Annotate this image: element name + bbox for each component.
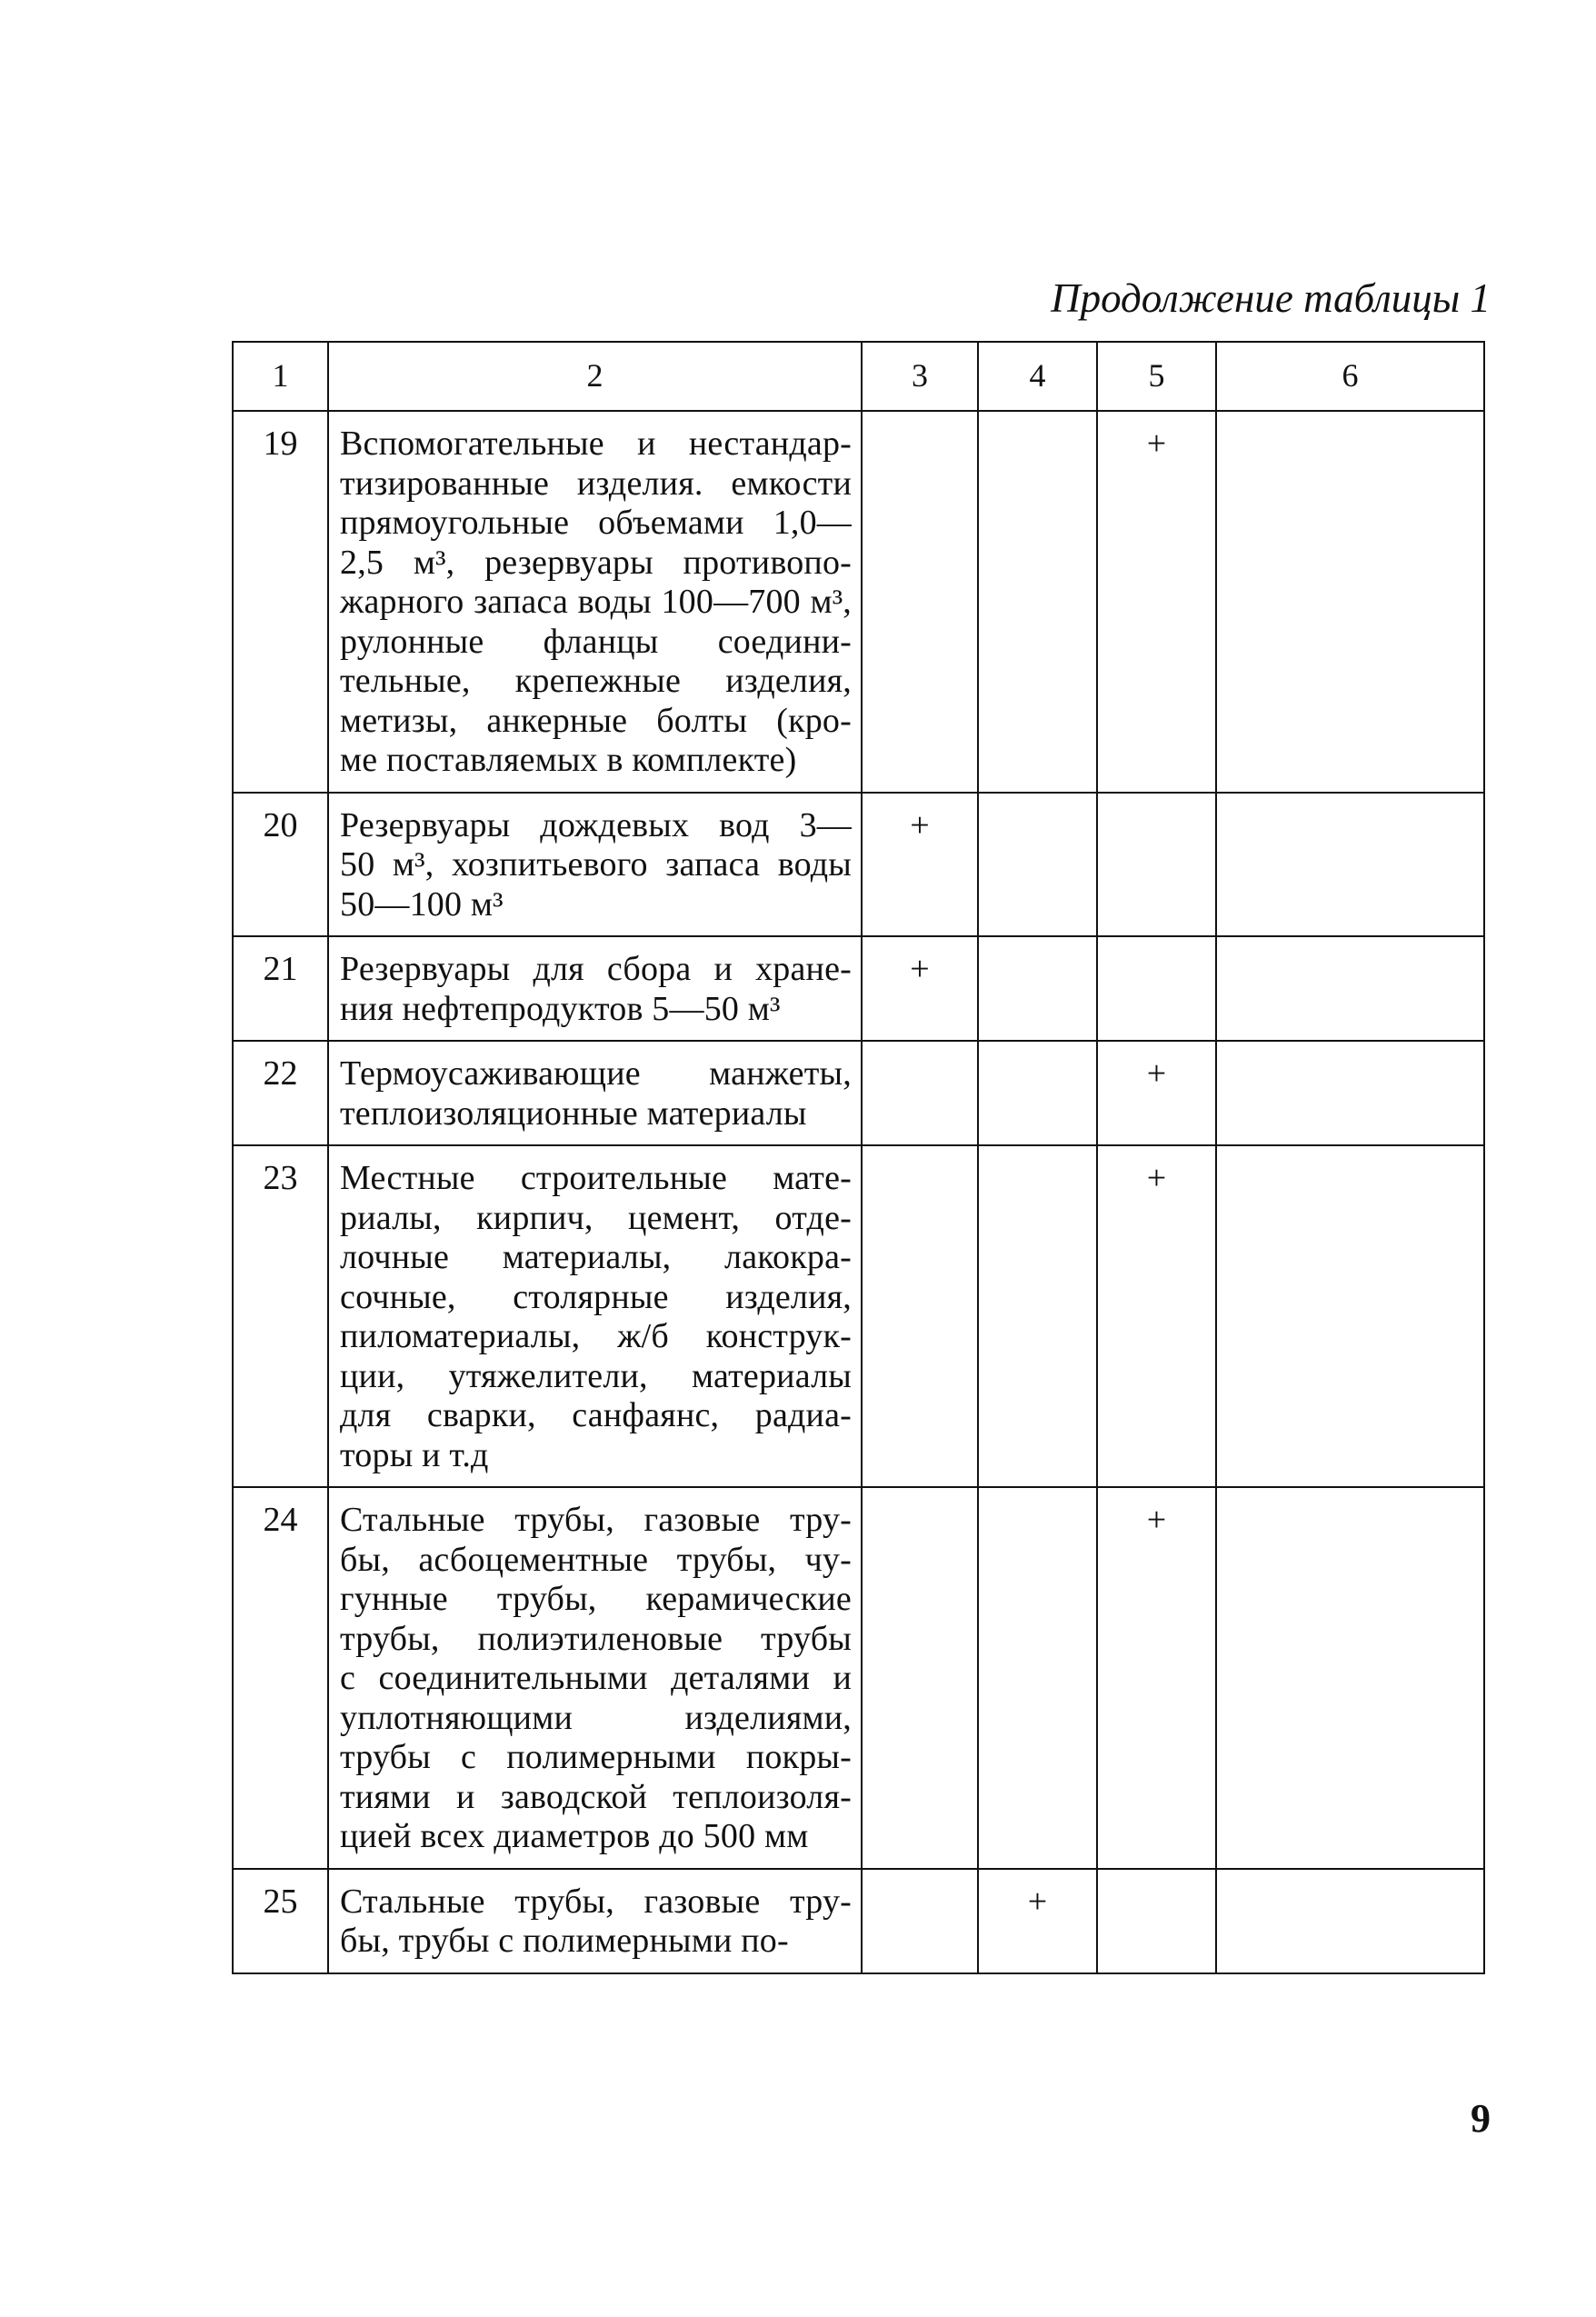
mark-cell-4 (978, 1145, 1097, 1487)
table-row (233, 411, 1484, 793)
mark-cell-5: + (1097, 411, 1216, 793)
mark-cell-3: + (862, 936, 978, 1041)
mark-cell-4 (978, 936, 1097, 1041)
table-row (233, 793, 1484, 937)
description-line: рулонные фланцы соедини- (340, 622, 852, 661)
mark-cell-3: + (862, 793, 978, 937)
mark-cell-5 (1097, 936, 1216, 1041)
mark-cell-6 (1216, 1041, 1484, 1145)
mark-cell-6 (1216, 411, 1484, 793)
header-cell-5: 5 (1097, 342, 1216, 411)
description-line: лочные материалы, лакокра- (340, 1238, 852, 1276)
description-line: тельные, крепежные изделия, (340, 662, 852, 700)
description-line: Термоусаживающие манжеты, (340, 1054, 852, 1093)
mark-cell-3 (862, 1487, 978, 1869)
mark-cell-5 (1097, 793, 1216, 937)
description-line: трубы, полиэтиленовые трубы (340, 1619, 852, 1658)
mark-cell-5: + (1097, 1041, 1216, 1145)
row-description (328, 936, 862, 1041)
row-description (328, 411, 862, 793)
description-line: Стальные трубы, газовые тру- (340, 1882, 852, 1921)
mark-cell-3 (862, 411, 978, 793)
description-line: бы, асбоцементные трубы, чу- (340, 1540, 852, 1579)
description-line: теплоизоляционные материалы (340, 1094, 807, 1133)
row-number: 19 (233, 411, 328, 793)
table-row (233, 1145, 1484, 1487)
table-row (233, 1487, 1484, 1869)
description-line: жарного запаса воды 100—700 м³, (340, 583, 852, 621)
mark-cell-3 (862, 1041, 978, 1145)
table-row (233, 936, 1484, 1041)
description-line: тиями и заводской теплоизоля- (340, 1777, 852, 1816)
row-number: 21 (233, 936, 328, 1041)
description-line: 50—100 м³ (340, 884, 504, 924)
row-description (328, 1487, 862, 1869)
description-line: цией всех диаметров до 500 мм (340, 1817, 809, 1855)
table-row (233, 1869, 1484, 1973)
mark-cell-3 (862, 1869, 978, 1973)
description-line: Резервуары дождевых вод 3— (340, 805, 852, 844)
materials-table (232, 341, 1485, 1974)
header-cell-1: 1 (233, 342, 328, 411)
description-line: гунные трубы, керамические (340, 1580, 852, 1618)
description-line: торы и т.д (340, 1435, 489, 1474)
description-line: риалы, кирпич, цемент, отде- (340, 1198, 852, 1237)
row-number: 25 (233, 1869, 328, 1973)
description-line: трубы с полимерными покры- (340, 1738, 852, 1776)
row-description (328, 1041, 862, 1145)
description-line: ме поставляемых в комплекте) (340, 741, 797, 779)
mark-cell-4 (978, 1487, 1097, 1869)
header-cell-6: 6 (1216, 342, 1484, 411)
row-description (328, 1145, 862, 1487)
description-line: метизы, анкерные болты (кро- (340, 701, 852, 740)
row-number: 23 (233, 1145, 328, 1487)
table-body (233, 342, 1484, 1973)
row-number: 22 (233, 1041, 328, 1145)
mark-cell-5 (1097, 1869, 1216, 1973)
description-line: Резервуары для сбора и хране- (340, 950, 852, 988)
row-number: 20 (233, 793, 328, 937)
mark-cell-6 (1216, 1145, 1484, 1487)
header-row (233, 342, 1484, 411)
mark-cell-6 (1216, 1869, 1484, 1973)
header-cell-2: 2 (328, 342, 862, 411)
mark-cell-4 (978, 1041, 1097, 1145)
description-line: ния нефтепродуктов 5—50 м³ (340, 989, 781, 1028)
description-line: Вспомогательные и нестандар- (340, 424, 852, 463)
description-line: пиломатериалы, ж/б конструк- (340, 1317, 852, 1355)
description-line: ции, утяжелители, материалы (340, 1356, 852, 1395)
page-number: 9 (1471, 2096, 1491, 2141)
description-line: тизированные изделия. емкости (340, 464, 852, 503)
mark-cell-4: + (978, 1869, 1097, 1973)
table-caption: Продолжение таблицы 1 (1051, 275, 1491, 321)
mark-cell-6 (1216, 1487, 1484, 1869)
row-number: 24 (233, 1487, 328, 1869)
description-line: сочные, столярные изделия, (340, 1277, 852, 1316)
header-cell-3: 3 (862, 342, 978, 411)
description-line: для сварки, санфаянс, радиа- (340, 1396, 852, 1434)
table-row (233, 1041, 1484, 1145)
mark-cell-3 (862, 1145, 978, 1487)
mark-cell-4 (978, 411, 1097, 793)
mark-cell-5: + (1097, 1487, 1216, 1869)
description-line: Местные строительные мате- (340, 1159, 852, 1197)
description-line: 2,5 м³, резервуары противопо- (340, 543, 852, 582)
mark-cell-5: + (1097, 1145, 1216, 1487)
description-line: прямоугольные объемами 1,0— (340, 504, 852, 542)
description-line: 50 м³, хозпитьевого запаса воды (340, 845, 852, 884)
description-line: с соединительными деталями и (340, 1659, 852, 1697)
mark-cell-6 (1216, 793, 1484, 937)
row-description (328, 793, 862, 937)
description-line: бы, трубы с полимерными по- (340, 1922, 789, 1960)
mark-cell-6 (1216, 936, 1484, 1041)
description-line: Стальные трубы, газовые тру- (340, 1501, 852, 1539)
row-description (328, 1869, 862, 1973)
header-cell-4: 4 (978, 342, 1097, 411)
description-line: уплотняющими изделиями, (340, 1698, 852, 1737)
mark-cell-4 (978, 793, 1097, 937)
